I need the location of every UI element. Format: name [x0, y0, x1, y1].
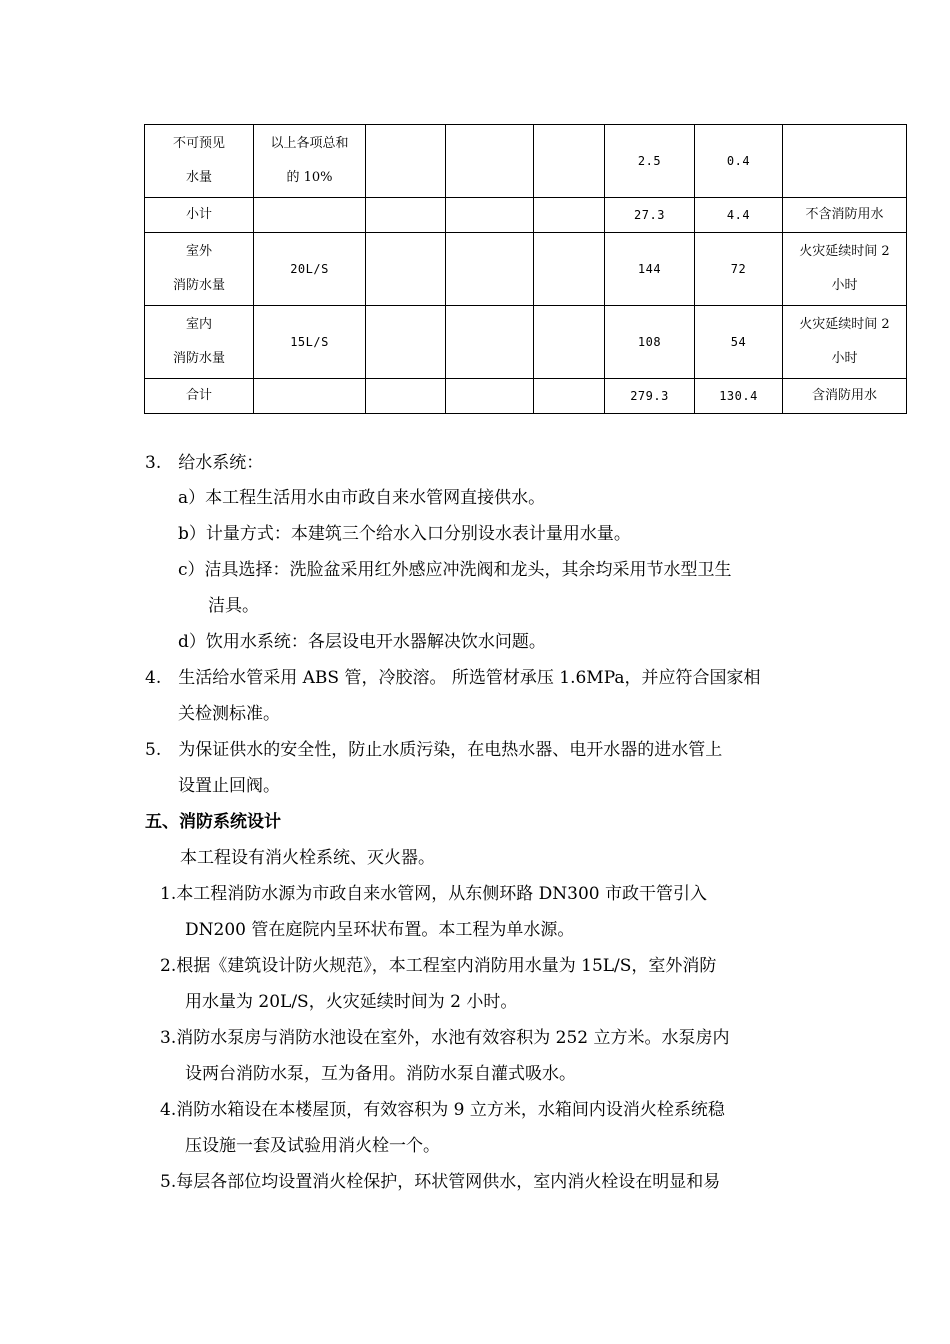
- list-item-c-cont: 洁具。: [208, 596, 259, 616]
- fire-item-1: 1.本工程消防水源为市政自来水管网，从东侧环路 DN300 市政干管引入: [160, 884, 707, 904]
- table-cell: [366, 379, 446, 414]
- table-cell: [534, 379, 605, 414]
- table-cell: 72: [695, 233, 783, 306]
- fire-item-1-cont: DN200 管在庭院内呈环状布置。本工程为单水源。: [185, 920, 575, 940]
- table-cell: 火灾延续时间 2 小时: [783, 233, 907, 306]
- table-cell: 含消防用水: [783, 379, 907, 414]
- table-cell: 0.4: [695, 125, 783, 198]
- table-cell: [783, 125, 907, 198]
- fire-item-2-cont: 用水量为 20L/S，火灾延续时间为 2 小时。: [185, 992, 518, 1012]
- list-item-5-cont: 设置止回阀。: [178, 776, 280, 796]
- table-cell: 不可预见 水量: [145, 125, 254, 198]
- table-cell: [534, 233, 605, 306]
- table-cell: 4.4: [695, 198, 783, 233]
- table-cell: 室内 消防水量: [145, 306, 254, 379]
- table-cell: [366, 125, 446, 198]
- table-cell: 108: [605, 306, 695, 379]
- list-item-d: d）饮用水系统：各层设电开水器解决饮水问题。: [178, 632, 546, 652]
- table-cell: 以上各项总和 的 10%: [254, 125, 366, 198]
- table-cell: 27.3: [605, 198, 695, 233]
- fire-item-3-cont: 设两台消防水泵，互为备用。消防水泵自灌式吸水。: [185, 1064, 576, 1084]
- table-cell: 小计: [145, 198, 254, 233]
- table-cell: [366, 233, 446, 306]
- list-item-4-cont: 关检测标准。: [178, 704, 280, 724]
- table-cell: 54: [695, 306, 783, 379]
- table-cell: 2.5: [605, 125, 695, 198]
- list-item-c: c）洁具选择：洗脸盆采用红外感应冲洗阀和龙头，其余均采用节水型卫生: [178, 560, 732, 580]
- fire-item-5: 5.每层各部位均设置消火栓保护，环状管网供水，室内消火栓设在明显和易: [160, 1172, 721, 1192]
- table-row: [145, 233, 907, 306]
- table-cell: [534, 125, 605, 198]
- list-item-5: 5. 为保证供水的安全性，防止水质污染，在电热水器、电开水器的进水管上: [145, 740, 723, 760]
- table-cell: [254, 379, 366, 414]
- table-cell: [366, 306, 446, 379]
- table-cell: [534, 306, 605, 379]
- fire-item-3: 3.消防水泵房与消防水池设在室外，水池有效容积为 252 立方米。水泵房内: [160, 1028, 730, 1048]
- table-cell: [446, 233, 534, 306]
- list-item-3: 3. 给水系统：: [145, 453, 264, 473]
- list-item-b: b）计量方式：本建筑三个给水入口分别设水表计量用水量。: [178, 524, 631, 544]
- table-cell: 15L/S: [254, 306, 366, 379]
- table-cell: [446, 306, 534, 379]
- table-row: [145, 379, 907, 414]
- table-row: [145, 306, 907, 379]
- table-cell: [446, 125, 534, 198]
- table-cell: [366, 198, 446, 233]
- section-heading: 五、消防系统设计: [145, 812, 281, 832]
- table-cell: 室外 消防水量: [145, 233, 254, 306]
- table-row: [145, 198, 907, 233]
- fire-item-2: 2.根据《建筑设计防火规范》，本工程室内消防用水量为 15L/S，室外消防: [160, 956, 717, 976]
- table-cell: 20L/S: [254, 233, 366, 306]
- table-cell: 279.3: [605, 379, 695, 414]
- table-cell: [446, 198, 534, 233]
- table-cell: [254, 198, 366, 233]
- water-usage-table: [144, 124, 907, 414]
- table-row: [145, 125, 907, 198]
- list-item-a: a）本工程生活用水由市政自来水管网直接供水。: [178, 488, 546, 508]
- table-cell: 火灾延续时间 2 小时: [783, 306, 907, 379]
- table-cell: [446, 379, 534, 414]
- table-cell: 144: [605, 233, 695, 306]
- table-cell: 合计: [145, 379, 254, 414]
- fire-item-4-cont: 压设施一套及试验用消火栓一个。: [185, 1136, 440, 1156]
- section-intro: 本工程设有消火栓系统、灭火器。: [180, 848, 435, 868]
- table-cell: 130.4: [695, 379, 783, 414]
- fire-item-4: 4.消防水箱设在本楼屋顶，有效容积为 9 立方米，水箱间内设消火栓系统稳: [160, 1100, 725, 1120]
- table-cell: [534, 198, 605, 233]
- list-item-4: 4. 生活给水管采用 ABS 管，冷胶溶。 所选管材承压 1.6MPa，并应符合国家相: [145, 668, 761, 688]
- table-cell: 不含消防用水: [783, 198, 907, 233]
